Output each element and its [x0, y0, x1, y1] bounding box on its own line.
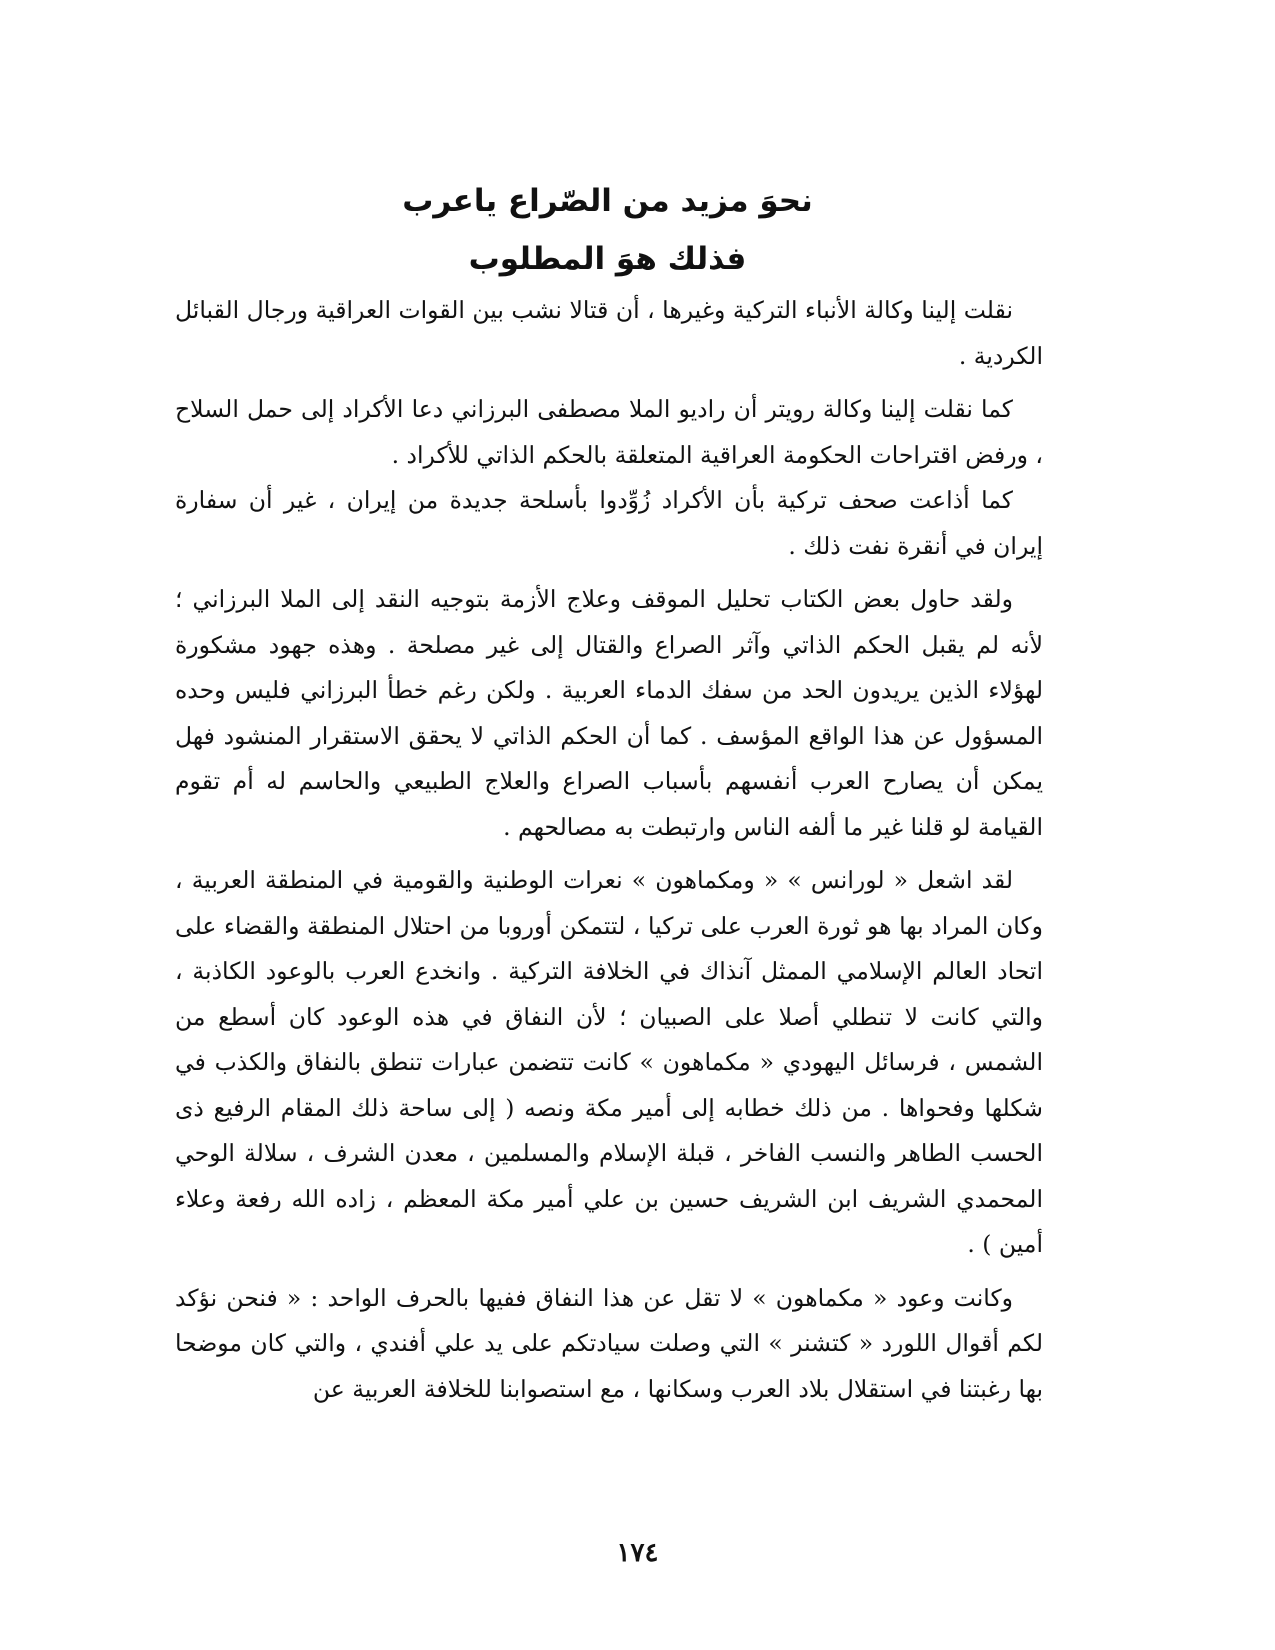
paragraph-5: لقد اشعل « لورانس » « ومكماهون » نعرات الوطنية والقومية في المنطقة العربية ، وكان المراد بها هو ثورة العرب على تركيا ، لتتمكن أوروبا من احتلال المنطقة والقضاء على اتحاد العالم الإسلامي الممثل آنذاك في الخلافة التركية . وانخدع العرب بالوعود الكاذبة ، والتي كانت لا تنطلي أصلا على الصبيان ؛ لأن النفاق في هذه الوعود كان أسطع من الشمس ، فرسائل اليهودي « مكماهون » كانت تتضمن عبارات تنطق بالنفاق والكذب في شكلها وفحواها . من ذلك خطابه إلى أمير مكة ونصه ( إلى ساحة ذلك المقام الرفيع ذى الحسب الطاهر والنسب الفاخر ، قبلة الإسلام والمسلمين ، معدن الشرف ، سلالة الوحي المحمدي الشريف ابن الشريف حسين بن علي أمير مكة المعظم ، زاده الله رفعة وعلاء أمين ) . [175, 866, 1043, 1258]
page-number: ١٧٤ [616, 1538, 659, 1568]
paragraph-3: كما أذاعت صحف تركية بأن الأكراد زُوِّدوا بأسلحة جديدة من إيران ، غير أن سفارة إيران في أنقرة نفت ذلك . [175, 486, 1043, 560]
paragraph-2: كما نقلت إلينا وكالة رويتر أن راديو الملا مصطفى البرزاني دعا الأكراد إلى حمل السلاح ، ورفض اقتراحات الحكومة العراقية المتعلقة بالحكم الذاتي للأكراد . [175, 395, 1043, 469]
paragraph-1: نقلت إلينا وكالة الأنباء التركية وغيرها ، أن قتالا نشب بين القوات العراقية ورجال القبائل الكردية . [175, 296, 1043, 370]
article-body [175, 288, 1043, 1412]
paragraph-6: وكانت وعود « مكماهون » لا تقل عن هذا النفاق ففيها بالحرف الواحد : « فنحن نؤكد لكم أقوال اللورد « كتشنر » التي وصلت سيادتكم على يد علي أفندي ، والتي كان موضحا بها رغبتنا في استقلال بلاد العرب وسكانها ، مع استصوابنا للخلافة العربية عن [175, 1283, 1043, 1403]
title-line-2: فذلك هوَ المطلوب [468, 241, 747, 277]
paragraph-4: ولقد حاول بعض الكتاب تحليل الموقف وعلاج الأزمة بتوجيه النقد إلى الملا البرزاني ؛ لأنه لم يقبل الحكم الذاتي وآثر الصراع والقتال إلى غير مصلحة . وهذه جهود مشكورة لهؤلاء الذين يريدون الحد من سفك الدماء العربية . ولكن رغم خطأ البرزاني فليس وحده المسؤول عن هذا الواقع المؤسف . كما أن الحكم الذاتي لا يحقق الاستقرار المنشود فهل يمكن أن يصارح العرب أنفسهم بأسباب الصراع والعلاج الطبيعي والحاسم له أم تقوم القيامة لو قلنا غير ما ألفه الناس وارتبطت به مصالحهم . [175, 585, 1043, 841]
title-line-1: نحوَ مزيد من الصّراع ياعرب [402, 183, 813, 219]
page-title [170, 172, 1045, 288]
